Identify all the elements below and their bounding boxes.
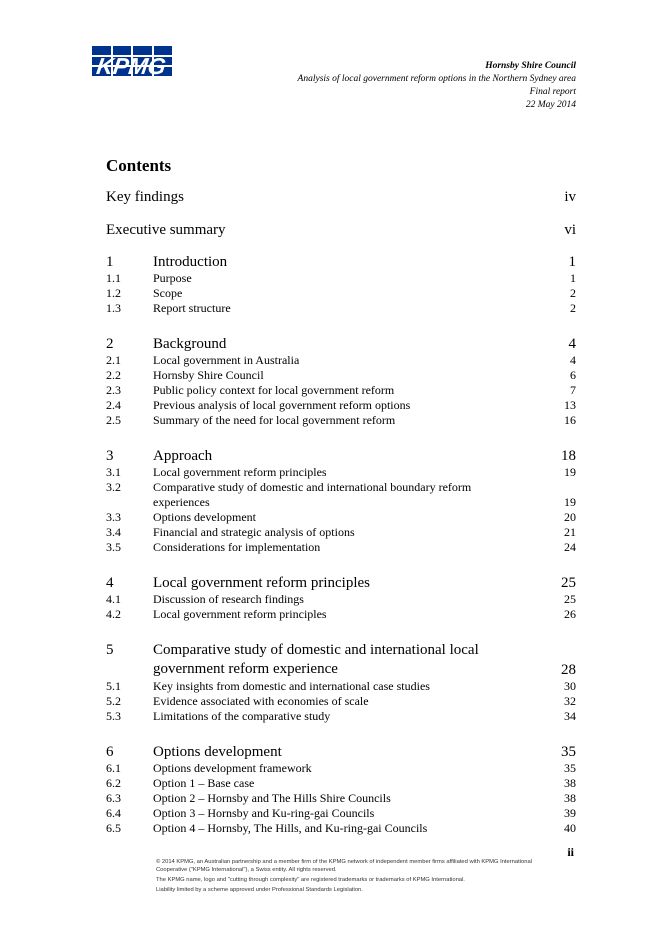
section-label: Options development framework [153,761,312,775]
section-number: 4.1 [106,592,121,606]
section-page: 26 [564,607,576,621]
toc-chapter-4[interactable] [106,574,576,592]
toc-section-3-1[interactable] [106,465,576,480]
chapter-page: 28 [561,662,576,678]
section-label: Key insights from domestic and international case studies [153,679,430,693]
section-page: 16 [564,413,576,427]
toc-chapter-1[interactable] [106,253,576,271]
chapter-label: Background [153,336,227,352]
section-page: 32 [564,694,576,708]
toc-section-6-5[interactable] [106,821,576,836]
section-page: 34 [564,709,576,723]
section-page: 19 [564,465,576,479]
toc-entry-label: Key findings [106,189,184,205]
section-page: 35 [564,761,576,775]
section-number: 5.2 [106,694,121,708]
section-page: 38 [564,776,576,790]
page-footer [156,858,556,896]
toc-entry-executive-summary[interactable] [106,220,576,240]
page-header [298,60,576,112]
toc-section-4-1[interactable] [106,592,576,607]
section-label: Options development [153,510,256,524]
section-page: 30 [564,679,576,693]
section-number: 3.5 [106,540,121,554]
section-number: 6.3 [106,791,121,805]
section-number: 6.5 [106,821,121,835]
section-number: 3.3 [106,510,121,524]
section-page: 7 [570,383,576,397]
toc-section-1-2[interactable] [106,286,576,301]
section-page: 6 [570,368,576,382]
chapter-page: 35 [561,744,576,760]
section-page: 13 [564,398,576,412]
contents-title: Contents [106,156,172,175]
toc-section-3-2[interactable] [106,480,576,510]
section-page: 2 [570,286,576,300]
section-label: Report structure [153,301,231,315]
chapter-page: 18 [561,448,576,464]
section-number: 6.2 [106,776,121,790]
toc-section-3-3[interactable] [106,510,576,525]
logo-text: KPMG [94,53,168,79]
page-number: ii [567,845,574,859]
section-page: 39 [564,806,576,820]
section-page: 38 [564,791,576,805]
toc-section-6-2[interactable] [106,776,576,791]
toc-chapter-5[interactable] [106,641,576,679]
chapter-number: 5 [106,642,114,658]
section-page: 1 [570,271,576,285]
section-number: 4.2 [106,607,121,621]
toc-chapter-3[interactable] [106,447,576,465]
section-number: 1.3 [106,301,121,315]
toc-section-6-1[interactable] [106,761,576,776]
kpmg-logo [92,46,172,79]
chapter-number: 6 [106,744,114,760]
chapter-page: 4 [568,336,576,352]
toc-section-4-2[interactable] [106,607,576,622]
section-label: Hornsby Shire Council [153,368,264,382]
section-label: Discussion of research findings [153,592,304,606]
toc-section-5-3[interactable] [106,709,576,724]
chapter-page: 1 [568,254,576,270]
section-label: Considerations for implementation [153,540,321,554]
section-number: 1.2 [106,286,121,300]
section-number: 2.3 [106,383,121,397]
chapter-number: 1 [106,254,114,270]
section-label: Evidence associated with economies of scale [153,694,369,708]
section-label: Financial and strategic analysis of options [153,525,355,539]
toc-section-1-3[interactable] [106,301,576,316]
section-label: Previous analysis of local government reform options [153,398,411,412]
toc-section-1-1[interactable] [106,271,576,286]
section-number: 5.1 [106,679,121,693]
chapter-page: 25 [561,575,576,591]
section-label: Local government reform principles [153,465,327,479]
section-label: Option 4 – Hornsby, The Hills, and Ku-ring-gai Councils [153,821,428,835]
chapter-label: Local government reform principles [153,575,371,591]
toc-chapter-2[interactable] [106,335,576,353]
section-number: 1.1 [106,271,121,285]
section-label: Public policy context for local government reform [153,383,395,397]
section-number: 6.1 [106,761,121,775]
section-page: 4 [570,353,576,367]
section-page: 25 [564,592,576,606]
section-page: 19 [564,495,576,509]
toc-chapter-6[interactable] [106,743,576,761]
section-page: 21 [564,525,576,539]
section-number: 3.1 [106,465,121,479]
footer-trademark: The KPMG name, logo and "cutting through complexity" are registered trademarks or trademarks of KPMG International. [156,877,465,883]
footer-liability: Liability limited by a scheme approved under Professional Standards Legislation. [156,887,363,893]
section-page: 24 [564,540,576,554]
chapter-number: 3 [106,448,114,464]
chapter-label: Options development [153,744,282,760]
section-label: Purpose [153,271,192,285]
toc-entry-page: iv [564,189,576,205]
toc-section-2-1[interactable] [106,353,576,368]
footer-copyright: © 2014 KPMG, an Australian partnership and a member firm of the KPMG network of independent member firms affiliated with KPMG International Cooperative ("KPMG International"), a Swiss entity. All rights reserved. [156,859,532,873]
header-org: Hornsby Shire Council [485,61,576,71]
toc-section-2-4[interactable] [106,398,576,413]
toc-section-5-1[interactable] [106,679,576,694]
toc-section-6-3[interactable] [106,791,576,806]
section-label: Local government in Australia [153,353,300,367]
toc-section-3-4[interactable] [106,525,576,540]
section-number: 2.2 [106,368,121,382]
section-label: Summary of the need for local government reform [153,413,396,427]
header-report-type: Final report [529,87,576,97]
header-date: 22 May 2014 [525,100,576,110]
toc-section-6-4[interactable] [106,806,576,821]
section-number: 6.4 [106,806,121,820]
toc-entry-label: Executive summary [106,222,226,238]
chapter-label: Comparative study of domestic and international local government reform experience [153,642,479,677]
toc-section-2-5[interactable] [106,413,576,428]
section-label: Limitations of the comparative study [153,709,331,723]
chapter-number: 2 [106,336,114,352]
section-number: 2.5 [106,413,121,427]
toc-section-3-5[interactable] [106,540,576,555]
section-number: 2.4 [106,398,121,412]
section-page: 40 [564,821,576,835]
chapter-label: Approach [153,448,213,464]
chapter-number: 4 [106,575,114,591]
section-number: 3.2 [106,480,121,494]
toc-section-5-2[interactable] [106,694,576,709]
section-number: 5.3 [106,709,121,723]
section-label: Option 3 – Hornsby and Ku-ring-gai Councils [153,806,375,820]
section-label: Option 2 – Hornsby and The Hills Shire Councils [153,791,391,805]
section-number: 3.4 [106,525,121,539]
header-subtitle: Analysis of local government reform options in the Northern Sydney area [297,74,576,84]
section-page: 20 [564,510,576,524]
chapter-label: Introduction [153,254,228,270]
section-page: 2 [570,301,576,315]
section-label: Local government reform principles [153,607,327,621]
section-label: Comparative study of domestic and international boundary reform experiences [153,480,472,509]
section-label: Option 1 – Base case [153,776,255,790]
table-of-contents [106,187,576,836]
toc-entry-page: vi [564,222,576,238]
toc-section-2-3[interactable] [106,383,576,398]
toc-section-2-2[interactable] [106,368,576,383]
toc-entry-key-findings[interactable] [106,187,576,207]
section-number: 2.1 [106,353,121,367]
section-label: Scope [153,286,183,300]
